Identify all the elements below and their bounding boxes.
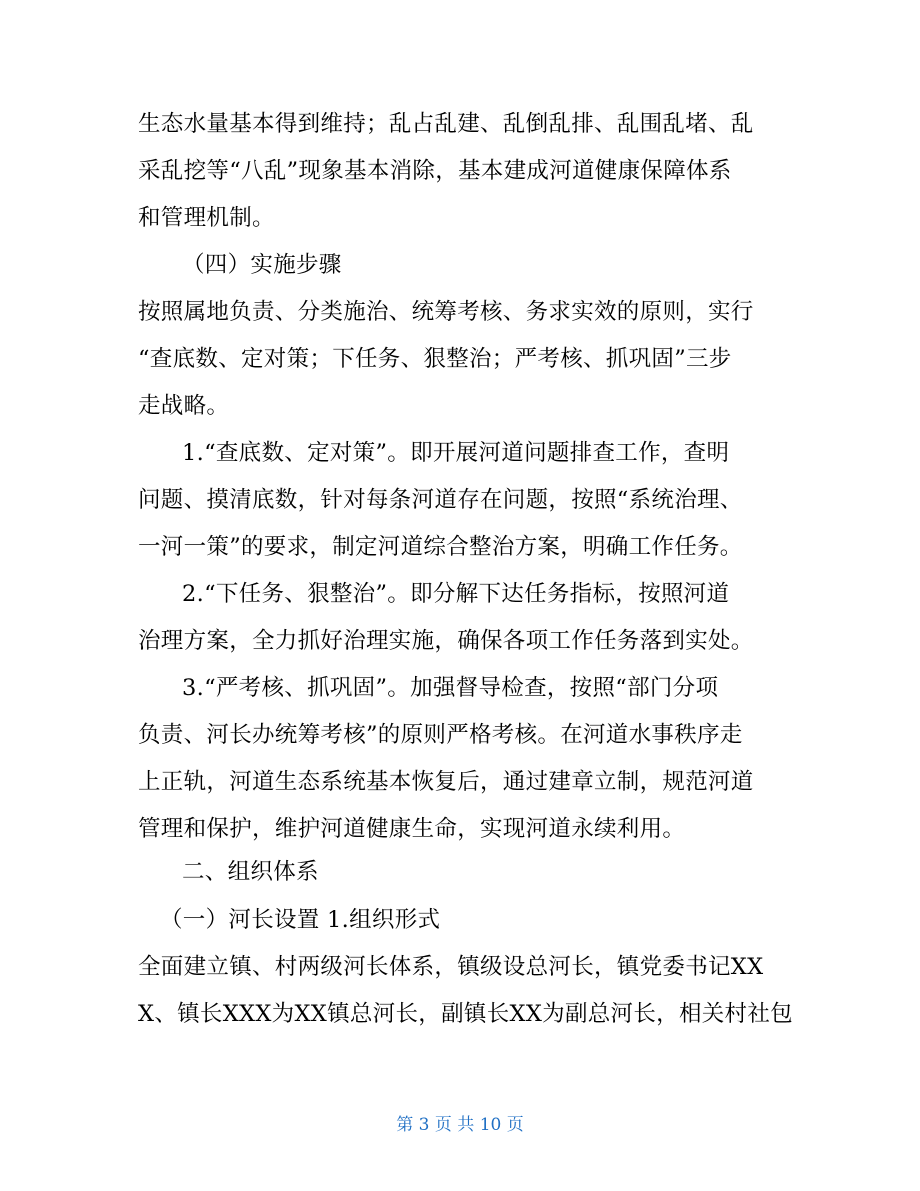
section-heading: （四）实施步骤: [182, 252, 342, 278]
section-heading: 二、组织体系: [182, 859, 319, 885]
text-line: 负责、河长办统筹考核”的原则严格考核。在河道水事秩序走: [138, 722, 743, 748]
text-line: 2.“下任务、狠整治”。即分解下达任务指标，按照河道: [182, 581, 730, 607]
text-line: 和管理机制。: [138, 205, 275, 231]
text-line: 问题、摸清底数，针对每条河道存在问题，按照“系统治理、: [138, 487, 743, 513]
text-line: 管理和保护，维护河道健康生命，实现河道永续利用。: [138, 816, 686, 842]
subsection-heading: （一）河长设置 1.组织形式: [160, 907, 441, 933]
text-line: 上正轨，河道生态系统基本恢复后，通过建章立制，规范河道: [138, 769, 754, 795]
text-line: 全面建立镇、村两级河长体系，镇级设总河长，镇党委书记XX: [138, 954, 764, 980]
text-line: 3.“严考核、抓巩固”。加强督导检查，按照“部门分项: [182, 675, 719, 701]
text-line: 采乱挖等“八乱”现象基本消除，基本建成河道健康保障体系: [138, 158, 732, 184]
page-number-footer: 第 3 页 共 10 页: [396, 1115, 524, 1135]
text-line: 按照属地负责、分类施治、统筹考核、务求实效的原则，实行: [138, 299, 754, 325]
text-line: “查底数、定对策；下任务、狠整治；严考核、抓巩固”三步: [138, 346, 732, 372]
text-line: 治理方案，全力抓好治理实施，确保各项工作任务落到实处。: [138, 628, 754, 654]
text-line: 走战略。: [138, 393, 230, 419]
text-line: 1.“查底数、定对策”。即开展河道问题排查工作，查明: [182, 440, 730, 466]
text-line: 一河一策”的要求，制定河道综合整治方案，明确工作任务。: [138, 534, 743, 560]
text-line: X、镇长XXX为XX镇总河长，副镇长XX为副总河长，相关村社包: [138, 1001, 793, 1027]
text-line: 生态水量基本得到维持；乱占乱建、乱倒乱排、乱围乱堵、乱: [138, 111, 754, 137]
